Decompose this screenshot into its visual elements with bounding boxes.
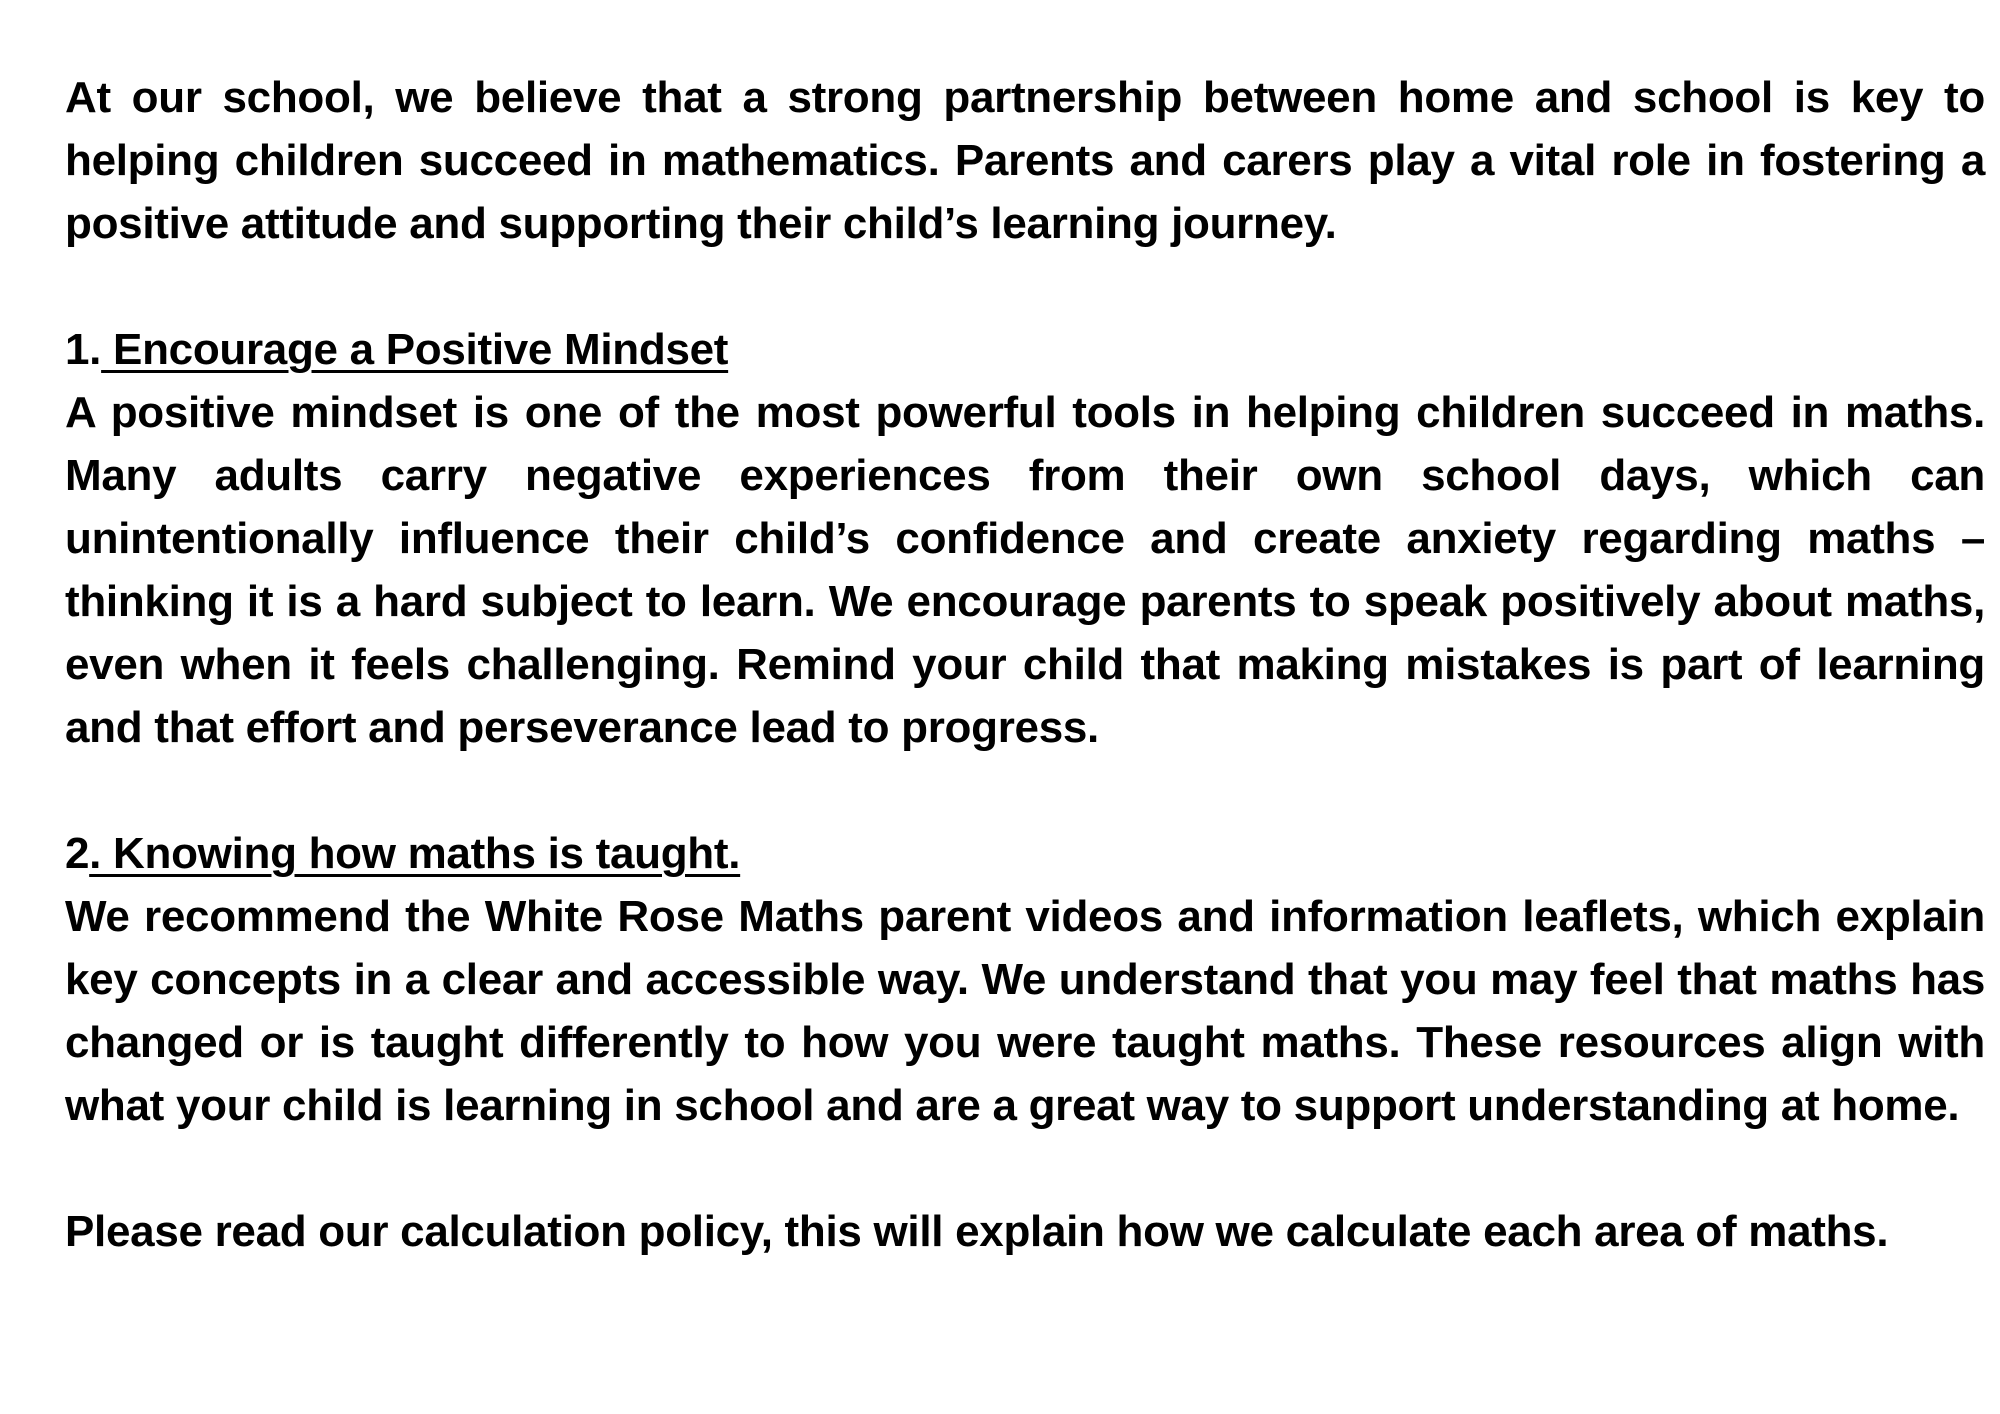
section-2-number: 2	[65, 829, 90, 878]
document-page	[65, 66, 1985, 1263]
closing-paragraph: Please read our calculation policy, this will explain how we calculate each area of maths.	[65, 1207, 1889, 1256]
section-1-number: 1.	[65, 325, 102, 374]
section-2-heading	[65, 822, 1985, 885]
section-1-title: Encourage a Positive Mindset	[101, 325, 729, 374]
spacer	[65, 1137, 1985, 1200]
spacer	[65, 255, 1985, 318]
intro-paragraph: At our school, we believe that a strong partnership between home and school is key to helping children succeed in mathematics. Parents and carers play a vital role in fostering a positive attitude and supporting their child’s learning journey.	[65, 73, 1985, 248]
section-2-body: We recommend the White Rose Maths parent videos and information leaflets, which explain key concepts in a clear and accessible way. We understand that you may feel that maths has changed or is taught differently to how you were taught maths. These resources align with what your child is learning in school and are a great way to support understanding at home.	[65, 892, 1985, 1130]
spacer	[65, 759, 1985, 822]
section-1-body: A positive mindset is one of the most powerful tools in helping children succeed in maths. Many adults carry negative experiences from their own school days, which can unintentionally influence their child’s confidence and create anxiety regarding maths – thinking it is a hard subject to learn. We encourage parents to speak positively about maths, even when it feels challenging. Remind your child that making mistakes is part of learning and that effort and perseverance lead to progress.	[65, 388, 1985, 752]
section-2-title: . Knowing how maths is taught.	[89, 829, 741, 878]
section-1-heading	[65, 318, 1985, 381]
